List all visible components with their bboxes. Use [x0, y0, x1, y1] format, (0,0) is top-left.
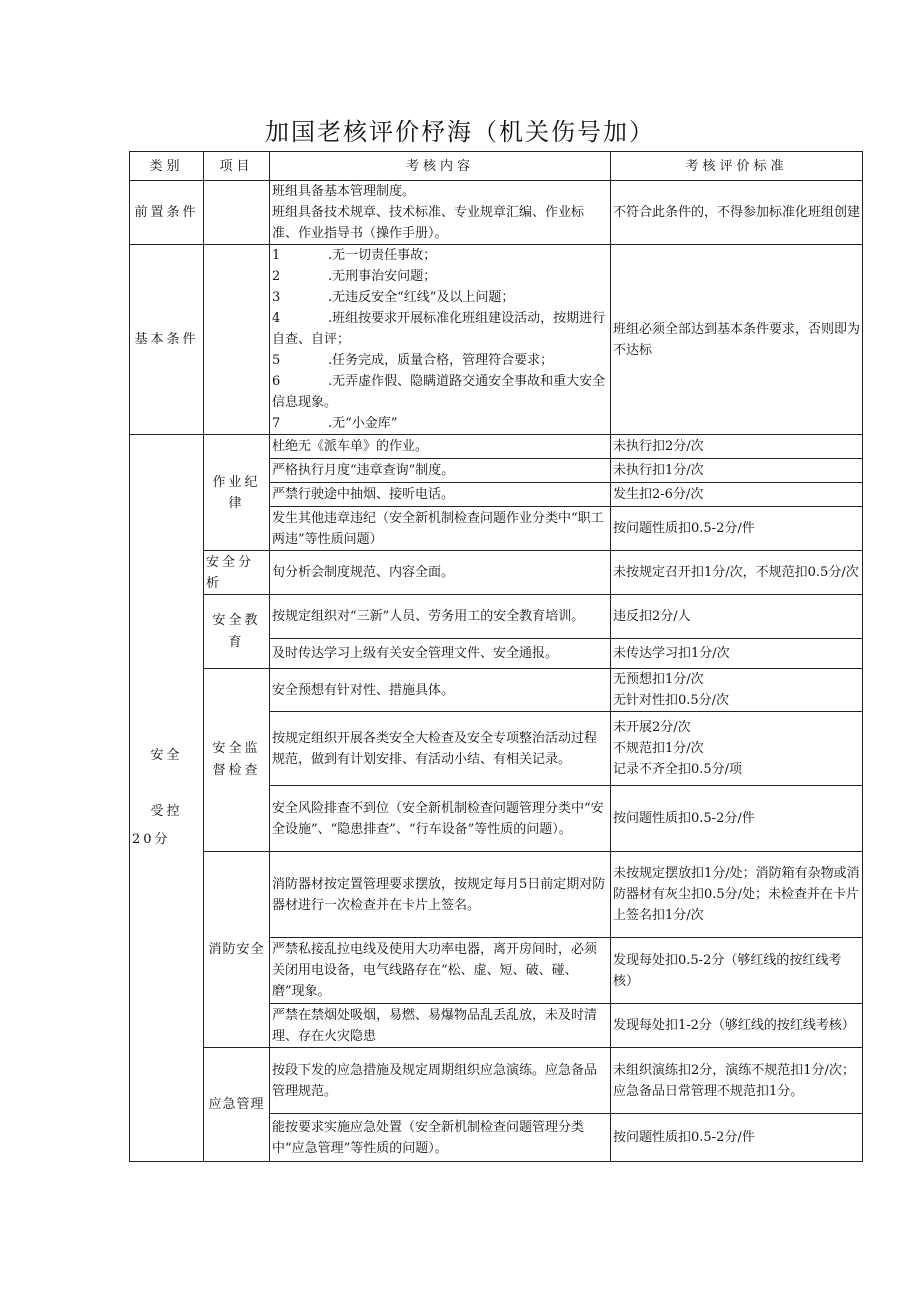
item-analysis: 安全分析	[204, 551, 270, 595]
safety-row	[130, 435, 863, 459]
header-content: 考核内容	[270, 152, 611, 181]
row-content: 严禁行驶途中抽烟、接听电话。	[270, 483, 611, 507]
condition-2: 2 .无刑事治安问题；	[272, 269, 437, 284]
row-content: 旬分析会制度规范、内容全面。	[270, 551, 611, 595]
header-item: 项目	[204, 152, 270, 181]
row-standard: 按问题性质扣0.5-2分/件	[611, 507, 863, 551]
row-standard: 未执行扣2分/次	[611, 435, 863, 459]
row-content: 严禁私接乱拉电线及使用大功率电器，离开房间时，必须关闭用电设备，电气线路存在“松、虚、短、破、碰、磨”现象。	[270, 938, 611, 1004]
condition-4: 4 .班组按要求开展标准化班组建设活动，按期进行自查、自评；	[272, 311, 606, 347]
prereq-item	[204, 181, 270, 245]
basic-row	[130, 245, 863, 435]
row-content: 严格执行月度“违章查询”制度。	[270, 459, 611, 483]
basic-item	[204, 245, 270, 435]
row-standard: 违反扣2分/人	[611, 595, 863, 639]
condition-5: 5 .任务完成，质量合格，管理符合要求；	[272, 353, 554, 368]
header-standard: 考核评价标准	[611, 152, 863, 181]
row-standard: 按问题性质扣0.5-2分/件	[611, 1114, 863, 1162]
condition-1: 1 .无一切责任事故；	[272, 248, 437, 263]
row-content: 按规定组织对“三新”人员、劳务用工的安全教育培训。	[270, 595, 611, 639]
item-supervision: 安全监督检查	[204, 669, 270, 852]
row-content: 安全风险排查不到位（安全新机制检查问题管理分类中“安全设施”、“隐患排查”、“行车设备”等性质的问题）。	[270, 786, 611, 852]
safety-row	[130, 551, 863, 595]
row-standard: 未传达学习扣1分/次	[611, 639, 863, 669]
row-standard: 未按规定摆放扣1分/处；消防箱有杂物或消防器材有灰尘扣0.5分/处；未检查并在卡片上签名扣1分/次	[611, 852, 863, 938]
prereq-content-line: 班组具备基本管理制度。	[272, 184, 416, 199]
row-standard: 发现每处扣1-2分（够红线的按红线考核）	[611, 1004, 863, 1048]
item-emergency: 应急管理	[204, 1048, 270, 1162]
document-title: 加国老核评价杼海（机关伤号加）	[265, 118, 655, 146]
item-education: 安全教育	[204, 595, 270, 669]
condition-3: 3 .无违反安全“红线”及以上问题；	[272, 290, 515, 305]
prereq-content-line: 班组具备技术规章、技术标准、专业规章汇编、作业标准、作业指导书（操作手册）。	[272, 205, 585, 241]
safety-category: 安全 受控 20分	[130, 435, 204, 1162]
basic-standard: 班组必须全部达到基本条件要求，否则即为不达标	[611, 245, 863, 435]
row-standard: 未开展2分/次 不规范扣1分/次 记录不齐全扣0.5分/项	[611, 712, 863, 786]
safety-row	[130, 669, 863, 712]
item-discipline: 作业纪律	[204, 435, 270, 551]
safety-row	[130, 852, 863, 938]
row-content: 发生其他违章违纪（安全新机制检查问题作业分类中“职工两违”等性质问题）	[270, 507, 611, 551]
condition-6: 6 .无弄虚作假、隐瞒道路交通安全事故和重大安全信息现象。	[272, 374, 606, 410]
prereq-content	[270, 181, 611, 245]
basic-content	[270, 245, 611, 435]
row-content: 及时传达学习上级有关安全管理文件、安全通报。	[270, 639, 611, 669]
row-standard: 无预想扣1分/次 无针对性扣0.5分/次	[611, 669, 863, 712]
condition-7: 7 .无“小金库”	[272, 416, 398, 431]
safety-row	[130, 595, 863, 639]
header-category: 类别	[130, 152, 204, 181]
row-standard: 未组织演练扣2分，演练不规范扣1分/次；应急备品日常管理不规范扣1分。	[611, 1048, 863, 1114]
row-content: 按规定组织开展各类安全大检查及安全专项整治活动过程规范，做到有计划安排、有活动小结、有相关记录。	[270, 712, 611, 786]
row-standard: 发生扣2-6分/次	[611, 483, 863, 507]
prereq-category: 前置条件	[130, 181, 204, 245]
row-content: 杜绝无《派车单》的作业。	[270, 435, 611, 459]
row-content: 按段下发的应急措施及规定周期组织应急演练。应急备品管理规范。	[270, 1048, 611, 1114]
basic-category: 基本条件	[130, 245, 204, 435]
row-standard: 发现每处扣0.5-2分（够红线的按红线考核）	[611, 938, 863, 1004]
row-standard: 未按规定召开扣1分/次，不规范扣0.5分/次	[611, 551, 863, 595]
safety-row	[130, 1048, 863, 1114]
prereq-row	[130, 181, 863, 245]
row-content: 严禁在禁烟处吸烟，易燃、易爆物品乱丢乱放，未及时清理、存在火灾隐患	[270, 1004, 611, 1048]
row-content: 能按要求实施应急处置（安全新机制检查问题管理分类中“应急管理”等性质的问题）。	[270, 1114, 611, 1162]
row-content: 消防器材按定置管理要求摆放，按规定每月5日前定期对防器材进行一次检查并在卡片上签名。	[270, 852, 611, 938]
row-content: 安全预想有针对性、措施具体。	[270, 669, 611, 712]
row-standard: 按问题性质扣0.5-2分/件	[611, 786, 863, 852]
header-row	[130, 152, 863, 181]
row-standard: 未执行扣1分/次	[611, 459, 863, 483]
item-fire: 消防安全	[204, 852, 270, 1048]
prereq-standard: 不符合此条件的，不得参加标准化班组创建	[611, 181, 863, 245]
evaluation-table	[129, 151, 863, 1162]
